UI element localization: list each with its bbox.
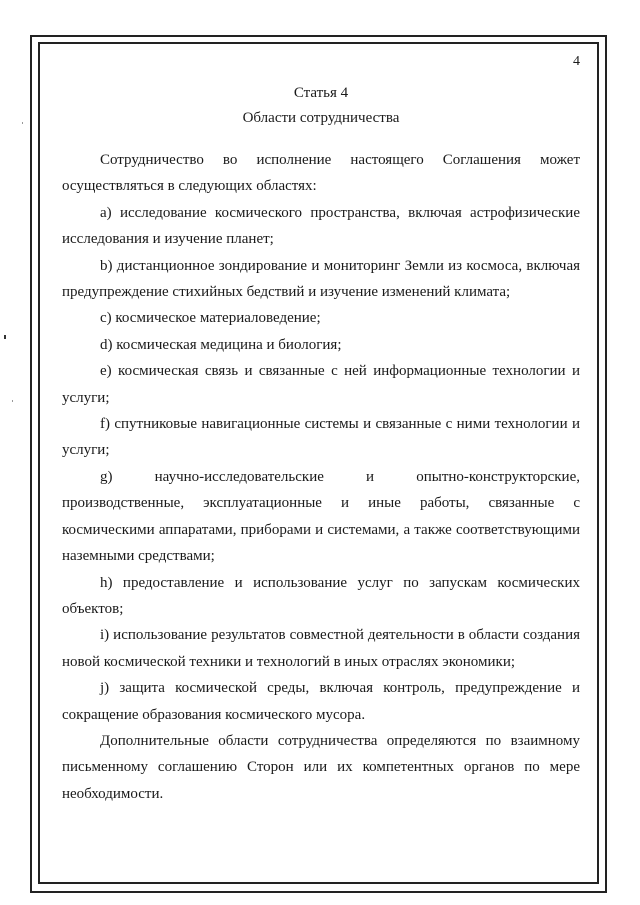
list-item-e: e) космическая связь и связанные с ней информационные технологии и услуги;	[62, 363, 580, 406]
list-item-f: f) спутниковые навигационные системы и связанные с ними технологии и услуги;	[62, 416, 580, 459]
article-title: Статья 4	[293, 85, 349, 101]
list-item-d: d) космическая медицина и биология;	[100, 336, 342, 353]
list-item-b: b) дистанционное зондирование и мониторинг Земли из космоса, включая предупреждение стихийных бедствий и изучение изменений климата;	[62, 257, 580, 301]
scan-mark	[12, 400, 13, 402]
article-body	[62, 147, 580, 807]
list-item-j: j) защита космической среды, включая контроль, предупреждение и сокращение образования космического мусора.	[62, 680, 580, 723]
article-subtitle: Области сотрудничества	[242, 110, 400, 126]
scan-mark	[4, 335, 6, 339]
list-item-i: i) использование результатов совместной деятельности в области создания новой космической техники и технологий в иных отраслях экономики;	[62, 627, 580, 670]
page-number: 4	[573, 54, 580, 69]
list-item-c: c) космическое материаловедение;	[100, 310, 321, 327]
scan-mark	[22, 122, 23, 124]
list-item-a: a) исследование космического пространства, включая астрофизические исследования и изучение планет;	[62, 204, 580, 248]
paragraph-intro: Сотрудничество во исполнение настоящего Соглашения может осуществляться в следующих областях:	[62, 152, 580, 195]
list-item-h: h) предоставление и использование услуг по запускам космических объектов;	[62, 574, 580, 617]
list-item-g: g) научно-исследовательские и опытно-конструкторские, производственные, эксплуатационные и иные работы, связанные с космическими аппаратами, приборами и системами, а также соответствующими наземными средствами;	[62, 468, 580, 565]
paragraph-closing: Дополнительные области сотрудничества определяются по взаимному письменному соглашению Сторон или их компетентных органов по мере необходимости.	[62, 732, 580, 802]
